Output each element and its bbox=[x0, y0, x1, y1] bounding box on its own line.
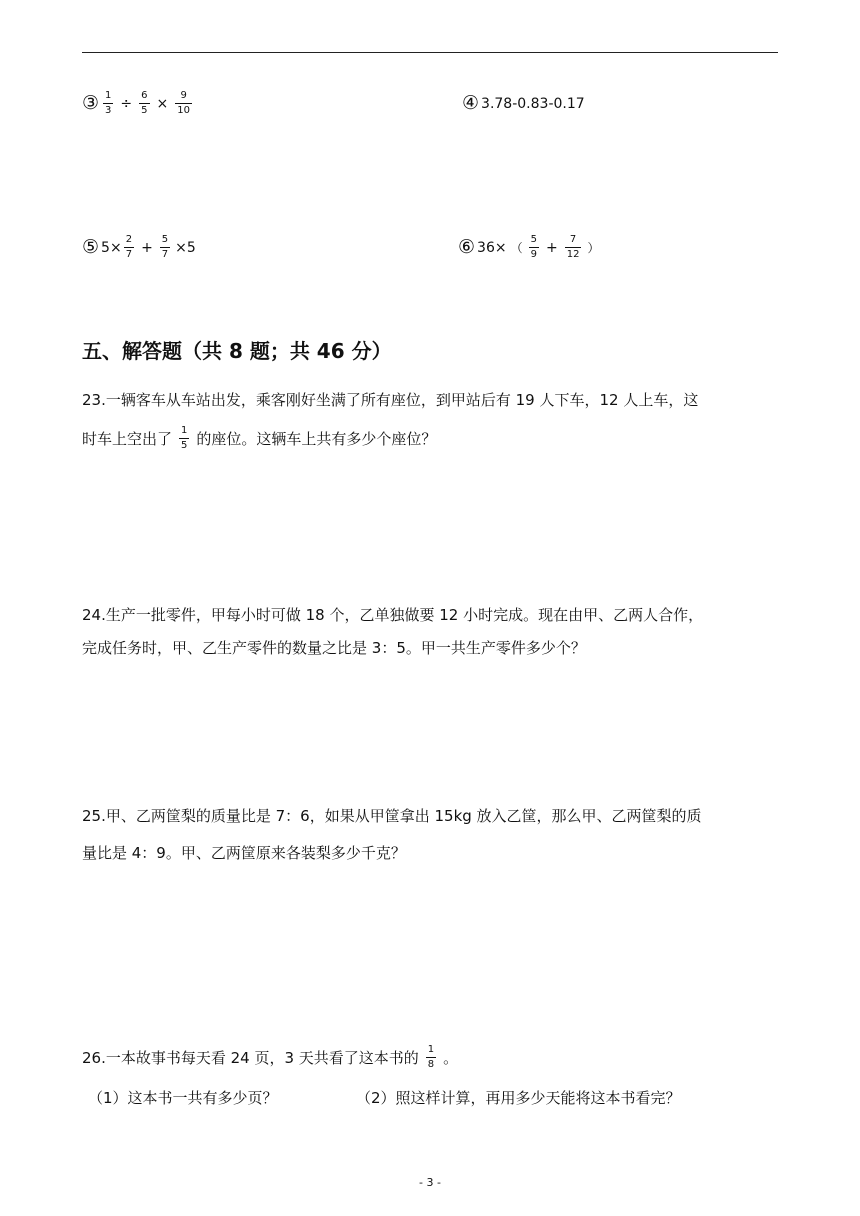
expression-text: 3.78-0.83-0.17 bbox=[481, 95, 585, 112]
fraction: $\frac{9}{10}$ bbox=[177, 90, 190, 116]
question-25-line-2: 量比是 4：9。甲、乙两筐原来各装梨多少千克？ bbox=[82, 844, 406, 862]
fraction: $\frac{1}{5}$ bbox=[181, 425, 188, 451]
page-number: - 3 - bbox=[419, 1176, 441, 1189]
fraction: $\frac{2}{7}$ bbox=[125, 234, 133, 260]
left-paren: （ bbox=[510, 240, 523, 255]
operator: ÷ bbox=[120, 95, 133, 112]
item-marker: ⑥ bbox=[458, 236, 476, 258]
operator: × bbox=[156, 95, 169, 112]
fraction: $\frac{1}{8}$ bbox=[427, 1044, 435, 1070]
fraction: $\frac{7}{12}$ bbox=[566, 234, 580, 260]
question-23-line-1: 23.一辆客车从车站出发，乘客刚好坐满了所有座位，到甲站后有 19 人下车，12 人上车，这 bbox=[82, 391, 699, 409]
right-paren: ） bbox=[587, 240, 600, 255]
question-23-line-2: 时车上空出了 $\frac{1}{5}$ 的座位。这辆车上共有多少个座位？ bbox=[82, 425, 437, 451]
section-heading: 五、解答题（共 8 题；共 46 分） bbox=[82, 339, 392, 363]
header-rule bbox=[82, 52, 778, 53]
question-26-sub-2: （2）照这样计算，再用多少天能将这本书看完？ bbox=[356, 1089, 681, 1107]
question-26-sub-1: （1）这本书一共有多少页？ bbox=[88, 1089, 278, 1107]
question-24-line-1: 24.生产一批零件，甲每小时可做 18 个，乙单独做要 12 小时完成。现在由甲、乙两人合作， bbox=[82, 606, 704, 624]
question-26-line-1: 26.一本故事书每天看 24 页，3 天共看了这本书的 $\frac{1}{8}$ 。 bbox=[82, 1044, 459, 1070]
item-marker: ⑤ bbox=[82, 236, 100, 258]
operator: + bbox=[141, 239, 153, 256]
fraction: $\frac{6}{5}$ bbox=[141, 90, 148, 116]
question-25-line-1: 25.甲、乙两筐梨的质量比是 7：6，如果从甲筐拿出 15kg 放入乙筐，那么甲、乙两筐梨的质 bbox=[82, 807, 702, 825]
item-marker: ③ bbox=[82, 92, 100, 114]
operator: + bbox=[545, 239, 558, 256]
fraction: $\frac{1}{3}$ bbox=[105, 90, 112, 116]
expression-prefix: 5× bbox=[101, 239, 122, 256]
item-marker: ④ bbox=[462, 92, 480, 114]
calc-item-3 bbox=[82, 91, 194, 116]
calc-item-5 bbox=[82, 235, 196, 260]
expression-prefix: 36× bbox=[477, 239, 507, 256]
calc-item-4 bbox=[462, 94, 585, 113]
calc-item-6 bbox=[458, 235, 603, 260]
fraction: $\frac{5}{9}$ bbox=[530, 234, 537, 260]
expression-suffix: ×5 bbox=[175, 239, 196, 256]
question-24-line-2: 完成任务时，甲、乙生产零件的数量之比是 3：5。甲一共生产零件多少个？ bbox=[82, 639, 586, 657]
fraction: $\frac{5}{7}$ bbox=[161, 234, 169, 260]
